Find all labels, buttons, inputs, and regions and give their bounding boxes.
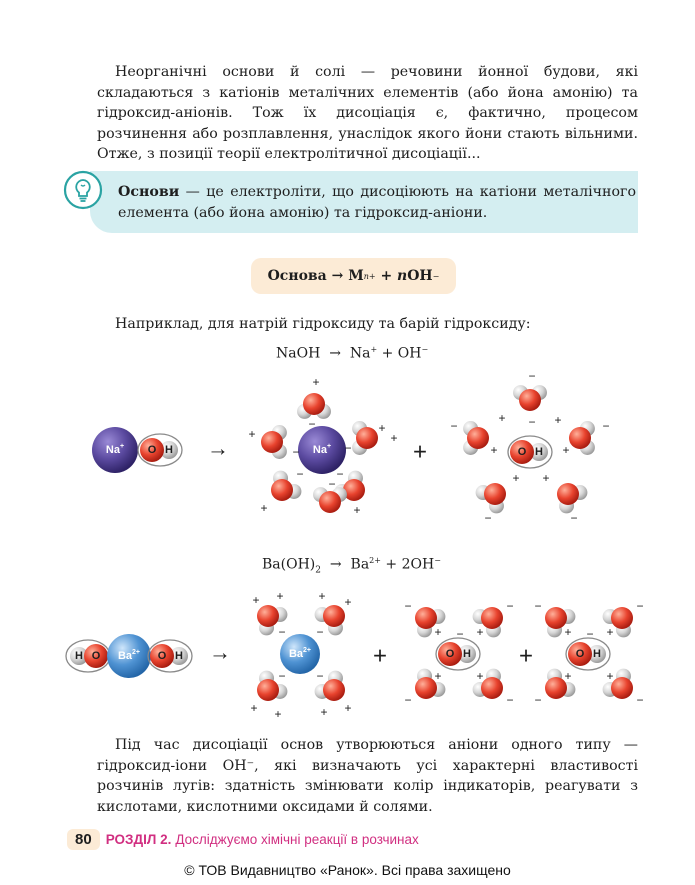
- example-intro: Наприклад, для натрій гідроксиду та барій гідроксиду:: [115, 316, 531, 332]
- oxygen-atom: [303, 393, 325, 415]
- lightbulb-idea-icon: [63, 170, 103, 210]
- formula-arrow: →: [331, 268, 344, 284]
- oxygen-atom: [323, 605, 345, 627]
- partial-plus-sign: +: [542, 471, 550, 485]
- equation-baoh2: [262, 556, 441, 575]
- oxygen-atom: [481, 677, 503, 699]
- oxygen-atom: [261, 431, 283, 453]
- eq2-arrow: →: [329, 556, 342, 573]
- plus-sign: +: [518, 642, 534, 670]
- oxygen-atom: [481, 607, 503, 629]
- formula-anion: OH: [407, 268, 433, 284]
- eq2-reactant-sub: 2: [315, 565, 321, 576]
- cation-label: Na+: [312, 442, 332, 456]
- water-molecule: [352, 421, 378, 455]
- partial-minus-sign: −: [570, 511, 578, 522]
- water-molecule: [463, 421, 489, 455]
- cation-label: $Ba^{2+}$: [117, 648, 141, 662]
- oxygen-label: O: [575, 648, 585, 660]
- formula-metal: M: [348, 268, 364, 284]
- oxygen-atom: [271, 479, 293, 501]
- hydrogen-label: H: [165, 444, 173, 456]
- eq1-cation-charge: +: [370, 345, 378, 354]
- partial-minus-sign: −: [586, 627, 594, 641]
- oxygen-atom: [611, 677, 633, 699]
- partial-plus-sign: +: [250, 701, 258, 715]
- oxygen-label: O: [91, 650, 101, 662]
- partial-minus-sign: −: [506, 599, 514, 613]
- eq2-cation-charge: 2+: [369, 556, 381, 565]
- partial-plus-sign: +: [353, 503, 361, 517]
- oxygen-atom: [557, 483, 579, 505]
- partial-plus-sign: +: [564, 669, 572, 683]
- partial-minus-sign: −: [278, 625, 286, 639]
- partial-minus-sign: −: [404, 599, 412, 613]
- oxygen-atom: [356, 427, 378, 449]
- oxygen-atom: [257, 679, 279, 701]
- partial-plus-sign: +: [476, 669, 484, 683]
- partial-plus-sign: +: [490, 443, 498, 457]
- partial-minus-sign: −: [336, 467, 344, 481]
- formula-left: Основа: [267, 268, 327, 284]
- plus-sign: +: [412, 438, 428, 466]
- partial-plus-sign: +: [390, 431, 398, 445]
- cation-label: Na+: [105, 442, 125, 456]
- partial-plus-sign: +: [276, 589, 284, 603]
- page-number: 80: [67, 829, 100, 850]
- formula-anion-charge: −: [432, 271, 440, 281]
- partial-minus-sign: −: [534, 599, 542, 613]
- partial-minus-sign: −: [316, 669, 324, 683]
- partial-minus-sign: −: [308, 417, 316, 431]
- partial-plus-sign: +: [498, 411, 506, 425]
- intro-paragraph: Неорганічні основи й солі — речовини йонної будови, які складаються з катіонів металічних елементів (або йона амонію) та гідроксид-аніонів. Тож їх дисоціація є, фактично, процесом розчинення або розплавлення, унаслідок якого йони стають вільними. Отже, з позиції теорії електролітичної дисоціації...: [97, 64, 638, 162]
- hydrogen-label: H: [175, 650, 183, 662]
- eq2-anion-charge: −: [434, 556, 441, 565]
- oxygen-atom: [484, 483, 506, 505]
- partial-plus-sign: +: [344, 595, 352, 609]
- page-footer: [67, 826, 419, 852]
- general-formula: [251, 258, 456, 294]
- water-molecule: [261, 425, 287, 459]
- partial-plus-sign: +: [312, 375, 320, 389]
- partial-minus-sign: −: [506, 693, 514, 707]
- partial-minus-sign: −: [528, 415, 536, 429]
- oxygen-label: O: [157, 650, 167, 662]
- oxygen-atom: [343, 479, 365, 501]
- eq2-cation: Ba: [350, 556, 370, 573]
- definition-body: — це електроліти, що дисоціюють на катіони металічного елемента (або йона амонію) та гідроксид-аніони.: [118, 184, 636, 221]
- partial-minus-sign: −: [344, 441, 352, 455]
- reaction-arrow: →: [207, 435, 229, 461]
- partial-minus-sign: −: [292, 445, 300, 459]
- partial-plus-sign: +: [434, 669, 442, 683]
- partial-minus-sign: −: [636, 693, 644, 707]
- partial-plus-sign: +: [260, 501, 268, 515]
- oxygen-atom: [611, 607, 633, 629]
- eq2-plus: +: [385, 556, 398, 573]
- partial-minus-sign: −: [602, 419, 610, 433]
- equation-naoh: [276, 345, 428, 362]
- partial-minus-sign: −: [484, 511, 492, 522]
- section-label: РОЗДІЛ 2.: [105, 831, 172, 847]
- partial-minus-sign: −: [528, 372, 536, 383]
- partial-plus-sign: +: [378, 421, 386, 435]
- naoh-dissociation-diagram: [80, 372, 640, 522]
- formula-metal-charge: n+: [363, 271, 376, 281]
- hydrogen-label: H: [535, 446, 543, 458]
- plus-sign: +: [372, 642, 388, 670]
- oxygen-label: O: [445, 648, 455, 660]
- definition-term: Основи: [118, 184, 180, 200]
- oxygen-atom: [257, 605, 279, 627]
- oxygen-atom: [323, 679, 345, 701]
- partial-plus-sign: +: [434, 625, 442, 639]
- cation-label: $Ba^{2+}$: [288, 646, 312, 660]
- partial-plus-sign: +: [562, 443, 570, 457]
- section-title: Досліджуємо хімічні реакції в розчинах: [175, 831, 419, 847]
- eq1-anion-charge: −: [421, 345, 429, 354]
- oxygen-atom: [569, 427, 591, 449]
- oxygen-label: O: [147, 444, 157, 456]
- partial-plus-sign: +: [476, 625, 484, 639]
- eq1-anion: OH: [397, 345, 422, 362]
- partial-minus-sign: −: [278, 669, 286, 683]
- partial-plus-sign: +: [274, 707, 282, 721]
- partial-plus-sign: +: [320, 705, 328, 719]
- oxygen-label: O: [517, 446, 527, 458]
- eq1-arrow: →: [329, 345, 341, 362]
- formula-plus: +: [380, 268, 393, 284]
- partial-minus-sign: −: [404, 693, 412, 707]
- water-molecule: [557, 483, 587, 513]
- oxygen-atom: [519, 389, 541, 411]
- reaction-arrow: →: [209, 639, 231, 665]
- partial-minus-sign: −: [450, 419, 458, 433]
- copyright-notice: © ТОВ Видавництво «Ранок». Всі права захищено: [184, 862, 511, 878]
- formula-coef: n: [397, 268, 408, 284]
- definition-text: [118, 182, 636, 223]
- partial-plus-sign: +: [252, 593, 260, 607]
- eq2-reactant: Ba(OH): [262, 556, 316, 573]
- eq1-reactant: NaOH: [276, 345, 321, 362]
- oxygen-atom: [467, 427, 489, 449]
- partial-plus-sign: +: [512, 471, 520, 485]
- eq1-cation: Na: [349, 345, 371, 362]
- hydrogen-label: H: [463, 648, 471, 660]
- conclusion-paragraph: Під час дисоціації основ утворюються аніони одного типу — гідроксид-іони OH⁻, які визначають усі характерні властивості розчинів лугів: здатність змінювати колір індикаторів, реагувати з кислотами, кислотними оксидами й солями.: [97, 737, 638, 815]
- water-molecule: [476, 483, 506, 513]
- hydrogen-label: H: [593, 648, 601, 660]
- partial-minus-sign: −: [328, 477, 336, 491]
- partial-minus-sign: −: [316, 625, 324, 639]
- water-molecule: [297, 393, 331, 419]
- partial-plus-sign: +: [554, 413, 562, 427]
- partial-plus-sign: +: [318, 589, 326, 603]
- baoh2-dissociation-diagram: [60, 586, 650, 726]
- partial-minus-sign: −: [636, 599, 644, 613]
- partial-plus-sign: +: [344, 701, 352, 715]
- oxygen-atom: [319, 491, 341, 513]
- eq2-anion: 2OH: [401, 556, 435, 573]
- partial-minus-sign: −: [296, 467, 304, 481]
- partial-plus-sign: +: [564, 625, 572, 639]
- water-molecule: [513, 385, 547, 411]
- partial-minus-sign: −: [456, 627, 464, 641]
- hydrogen-label: H: [75, 650, 83, 662]
- water-molecule: [569, 421, 595, 455]
- partial-plus-sign: +: [606, 625, 614, 639]
- partial-plus-sign: +: [248, 427, 256, 441]
- partial-minus-sign: −: [534, 693, 542, 707]
- eq1-plus: +: [381, 345, 394, 362]
- partial-plus-sign: +: [606, 669, 614, 683]
